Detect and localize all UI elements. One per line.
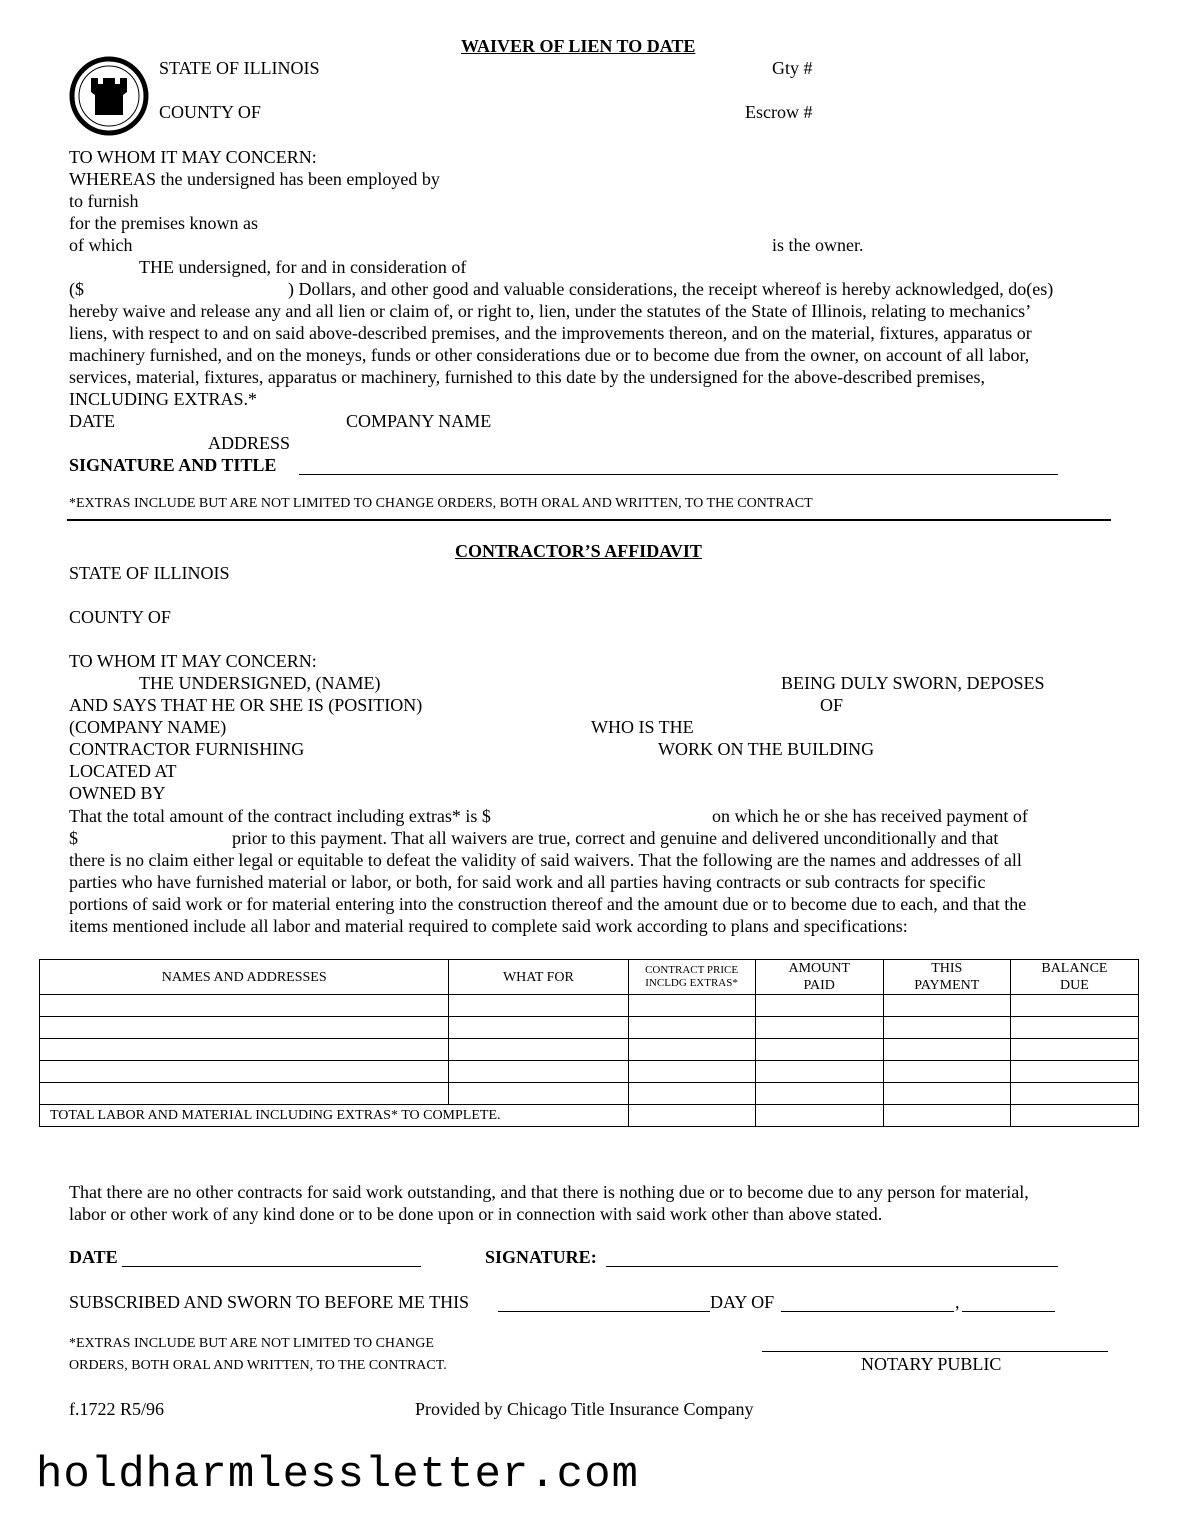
affidavit-date-label: DATE [69, 1247, 118, 1267]
parties-table [39, 959, 1139, 1127]
waiver-signature-line[interactable] [299, 474, 1058, 475]
waiver-state: STATE OF ILLINOIS [159, 58, 320, 78]
affidavit-county: COUNTY OF [69, 607, 171, 627]
table-row [40, 1017, 1139, 1039]
col-amount-paid: AMOUNT PAID [755, 960, 883, 995]
affidavit-company: (COMPANY NAME) [69, 717, 227, 737]
affidavit-closing-line: labor or other work of any kind done or to be done upon or in connection with said work other than above stated. [69, 1204, 883, 1224]
affidavit-footnote-1: *EXTRAS INCLUDE BUT ARE NOT LIMITED TO CHANGE [69, 1336, 434, 1351]
affidavit-body-line: items mentioned include all labor and material required to complete said work according to plans and specifications: [69, 916, 908, 936]
table-total-row [40, 1105, 1139, 1127]
affidavit-closing-line: That there are no other contracts for said work outstanding, and that there is nothing due or to become due to any person for material, [69, 1182, 1029, 1202]
waiver-whereas: WHEREAS the undersigned has been employed by [69, 169, 440, 189]
notary-public-label: NOTARY PUBLIC [861, 1354, 1002, 1374]
waiver-body-line: liens, with respect to and on said above-described premises, and the improvements thereon, and on the material, fixtures, apparatus or [69, 323, 1032, 343]
col-names: NAMES AND ADDRESSES [40, 960, 449, 995]
waiver-consideration: THE undersigned, for and in consideration of [139, 257, 467, 277]
day-of-year-line[interactable] [962, 1311, 1055, 1312]
table-row [40, 1039, 1139, 1061]
provided-by: Provided by Chicago Title Insurance Company [415, 1399, 754, 1419]
affidavit-work: WORK ON THE BUILDING [658, 739, 875, 759]
waiver-county: COUNTY OF [159, 102, 261, 122]
waiver-body-line: machinery furnished, and on the moneys, funds or other considerations due or to become due from the owner, on account of all labor, [69, 345, 1030, 365]
affidavit-position: AND SAYS THAT HE OR SHE IS (POSITION) [69, 695, 423, 715]
subscribed-label: SUBSCRIBED AND SWORN TO BEFORE ME THIS [69, 1292, 470, 1312]
affidavit-state: STATE OF ILLINOIS [69, 563, 230, 583]
waiver-dollar-open: ($ [69, 279, 84, 299]
day-of-month-line[interactable] [781, 1311, 954, 1312]
col-balance-due: BALANCE DUE [1010, 960, 1138, 995]
watermark: holdharmlessletter.com [36, 1450, 639, 1500]
affidavit-body-line: portions of said work or for material entering into the construction thereof and the amount due or to become due to each, and that the [69, 894, 1027, 914]
affidavit-who-is: WHO IS THE [591, 717, 694, 737]
waiver-signature-label: SIGNATURE AND TITLE [69, 455, 277, 475]
waiver-date-label: DATE [69, 411, 115, 431]
affidavit-undersigned: THE UNDERSIGNED, (NAME) [139, 673, 381, 693]
affidavit-prior: prior to this payment. That all waivers are true, correct and genuine and delivered unconditionally and that [232, 828, 999, 848]
waiver-owner: is the owner. [772, 235, 864, 255]
affidavit-located: LOCATED AT [69, 761, 177, 781]
castle-seal-icon [69, 56, 149, 136]
affidavit-title: CONTRACTOR’S AFFIDAVIT [455, 541, 702, 561]
affidavit-of: OF [820, 695, 844, 715]
col-contract-price: CONTRACT PRICE INCLDG EXTRAS* [628, 960, 755, 995]
affidavit-dollar: $ [69, 828, 78, 848]
waiver-furnish: to furnish [69, 191, 139, 211]
waiver-dollars-text: ) Dollars, and other good and valuable considerations, the receipt whereof is hereby acknowledged, do(es) [288, 279, 1054, 299]
affidavit-concern: TO WHOM IT MAY CONCERN: [69, 651, 317, 671]
affidavit-signature-line[interactable] [606, 1266, 1058, 1267]
affidavit-date-line[interactable] [122, 1266, 421, 1267]
waiver-concern: TO WHOM IT MAY CONCERN: [69, 147, 317, 167]
waiver-body-line: services, material, fixtures, apparatus or machinery, furnished to this date by the undersigned for the above-described premises, [69, 367, 986, 387]
col-what-for: WHAT FOR [449, 960, 628, 995]
escrow-label: Escrow # [745, 102, 813, 122]
subscribed-day-line[interactable] [498, 1311, 710, 1312]
affidavit-body-line: parties who have furnished material or labor, or both, for said work and all parties having contracts or sub contracts for specific [69, 872, 986, 892]
section-divider [67, 519, 1111, 521]
waiver-body-line: hereby waive and release any and all lien or claim of, or right to, lien, under the statutes of the State of Illinois, relating to mechanics’ [69, 301, 1032, 321]
col-this-payment: THIS PAYMENT [883, 960, 1010, 995]
table-row [40, 995, 1139, 1017]
table-header-row [40, 960, 1139, 995]
waiver-company-label: COMPANY NAME [346, 411, 492, 431]
waiver-title: WAIVER OF LIEN TO DATE [461, 36, 696, 56]
affidavit-sworn: BEING DULY SWORN, DEPOSES [781, 673, 1045, 693]
waiver-body-line: INCLUDING EXTRAS.* [69, 389, 257, 409]
table-row [40, 1083, 1139, 1105]
comma: , [955, 1292, 960, 1312]
waiver-footnote: *EXTRAS INCLUDE BUT ARE NOT LIMITED TO CHANGE ORDERS, BOTH ORAL AND WRITTEN, TO THE CONTRACT [69, 496, 813, 511]
affidavit-body-line: there is no claim either legal or equitable to defeat the validity of said waivers. That the following are the names and addresses of all [69, 850, 1022, 870]
gty-label: Gty # [772, 58, 813, 78]
notary-line[interactable] [762, 1351, 1108, 1352]
affidavit-received: on which he or she has received payment of [712, 806, 1028, 826]
total-label: TOTAL LABOR AND MATERIAL INCLUDING EXTRAS* TO COMPLETE. [40, 1105, 629, 1127]
form-number: f.1722 R5/96 [69, 1399, 165, 1419]
affidavit-signature-label: SIGNATURE: [485, 1247, 597, 1267]
waiver-of-which: of which [69, 235, 133, 255]
affidavit-contractor: CONTRACTOR FURNISHING [69, 739, 305, 759]
affidavit-total-amount: That the total amount of the contract including extras* is $ [69, 806, 491, 826]
affidavit-footnote-2: ORDERS, BOTH ORAL AND WRITTEN, TO THE CONTRACT. [69, 1358, 447, 1373]
waiver-address-label: ADDRESS [208, 433, 291, 453]
table-row [40, 1061, 1139, 1083]
day-of-label: DAY OF [710, 1292, 775, 1312]
waiver-premises: for the premises known as [69, 213, 258, 233]
affidavit-owned: OWNED BY [69, 783, 166, 803]
